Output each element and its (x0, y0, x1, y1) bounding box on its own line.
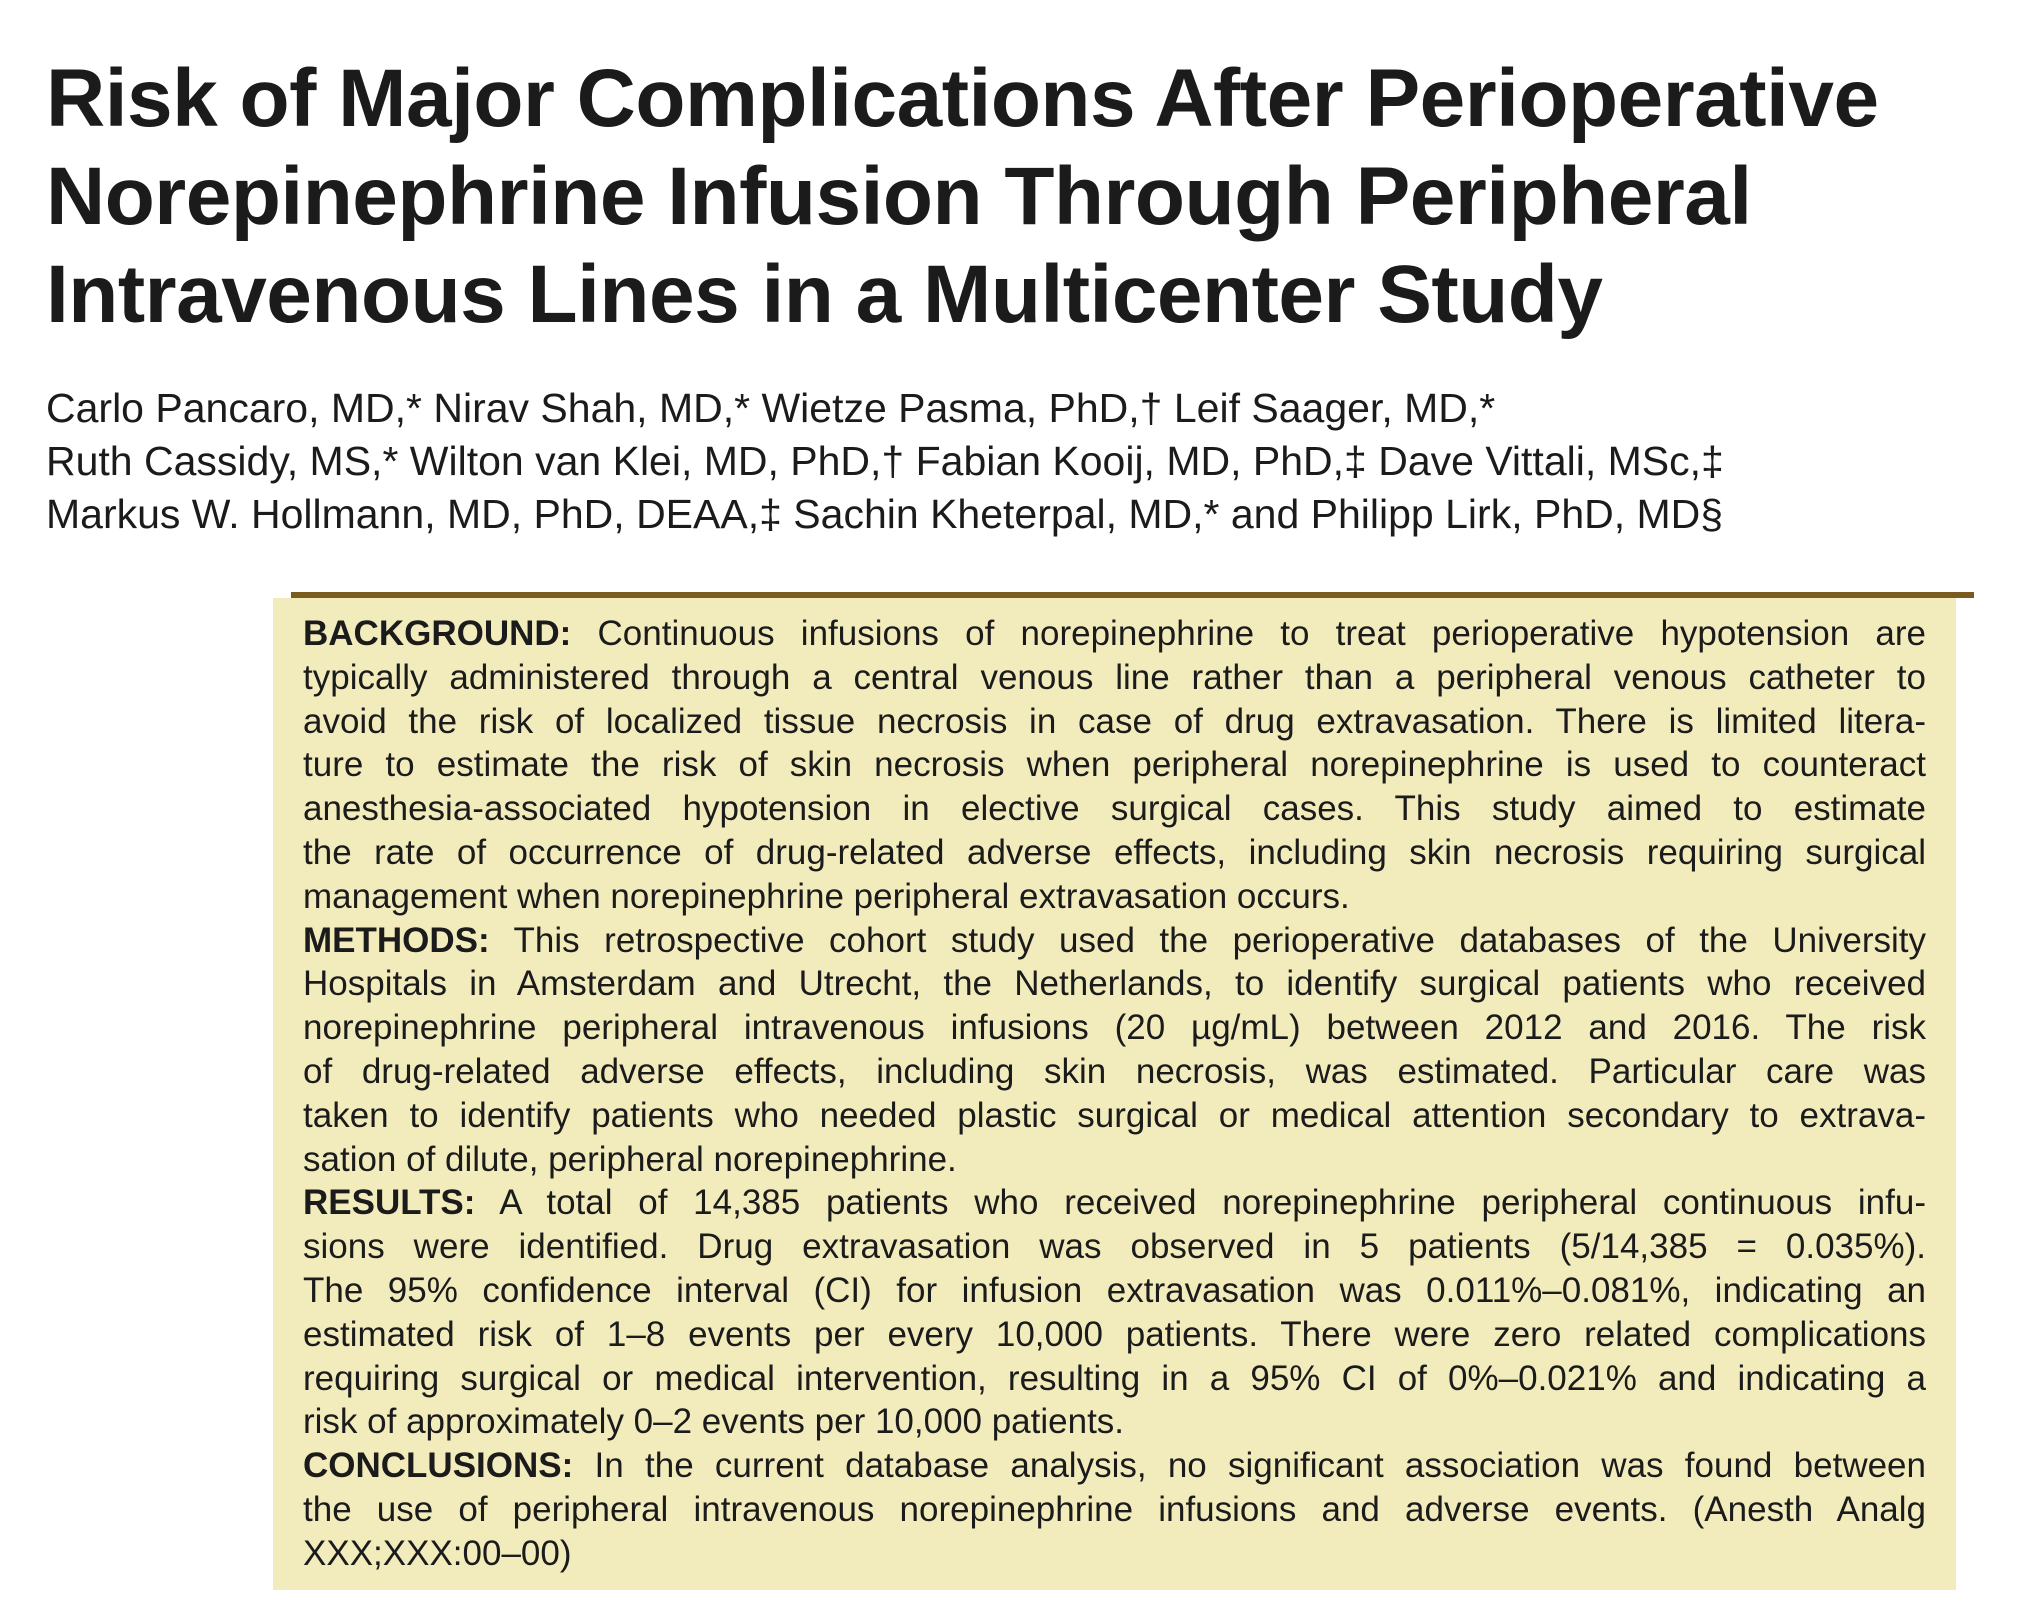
abstract-line: of drug-related adverse effects, including skin necrosis, was estimated. Particular care was (303, 1051, 1926, 1091)
abstract-line: The 95% confidence interval (CI) for infusion extravasation was 0.011%–0.081%, indicating an (303, 1270, 1926, 1310)
results-label: RESULTS: (303, 1183, 476, 1223)
author-line: Ruth Cassidy, MS,* Wilton van Klei, MD, PhD,† Fabian Kooij, MD, PhD,‡ Dave Vittali, MSc,‡ (46, 438, 1724, 484)
abstract-line: sions were identified. Drug extravasation was observed in 5 patients (5/14,385 = 0.035%). (303, 1227, 1926, 1267)
abstract-line (303, 1444, 1926, 1488)
abstract-line: norepinephrine peripheral intravenous infusions (20 µg/mL) between 2012 and 2016. The risk (303, 1008, 1926, 1048)
abstract-line: sation of dilute, peripheral norepinephrine. (303, 1139, 957, 1179)
background-label: BACKGROUND: (303, 614, 572, 653)
author-list (46, 382, 2006, 541)
article-title (46, 50, 2006, 344)
abstract-line (303, 1181, 1926, 1225)
abstract-line: the use of peripheral intravenous norepinephrine infusions and adverse events. (Anesth Analg (303, 1489, 1926, 1529)
abstract-line: XXX;XXX:00–00) (303, 1533, 572, 1573)
results-text: A total of 14,385 patients who received norepinephrine peripheral continuous infu- (475, 1183, 1926, 1223)
abstract-line: avoid the risk of localized tissue necrosis in case of drug extravasation. There is limited litera- (303, 701, 1926, 741)
methods-label: METHODS: (303, 920, 490, 960)
abstract-line: the rate of occurrence of drug-related adverse effects, including skin necrosis requiring surgical (303, 832, 1926, 872)
abstract-line: management when norepinephrine peripheral extravasation occurs. (303, 876, 1350, 916)
author-line: Carlo Pancaro, MD,* Nirav Shah, MD,* Wietze Pasma, PhD,† Leif Saager, MD,* (46, 385, 1496, 431)
abstract-line: risk of approximately 0–2 events per 10,000 patients. (303, 1402, 1125, 1442)
title-line: Risk of Major Complications After Perioperative (46, 53, 1879, 144)
abstract-line (303, 612, 1926, 656)
author-line: Markus W. Hollmann, MD, PhD, DEAA,‡ Sachin Kheterpal, MD,* and Philipp Lirk, PhD, MD§ (46, 491, 1724, 537)
abstract-box (273, 598, 1956, 1590)
abstract-line: estimated risk of 1–8 events per every 10,000 patients. There were zero related complications (303, 1314, 1926, 1354)
title-line: Norepinephrine Infusion Through Peripheral (46, 151, 1752, 242)
abstract-line: anesthesia-associated hypotension in elective surgical cases. This study aimed to estimate (303, 789, 1926, 829)
abstract-line: typically administered through a central venous line rather than a peripheral venous catheter to (303, 657, 1926, 697)
title-line: Intravenous Lines in a Multicenter Study (46, 249, 1603, 340)
abstract-line: ture to estimate the risk of skin necrosis when peripheral norepinephrine is used to counteract (303, 745, 1926, 785)
abstract-line: requiring surgical or medical intervention, resulting in a 95% CI of 0%–0.021% and indicating a (303, 1358, 1926, 1398)
conclusions-label: CONCLUSIONS: (303, 1446, 574, 1486)
background-text: Continuous infusions of norepinephrine to treat perioperative hypotension are (571, 614, 1926, 653)
abstract-text (303, 612, 1926, 1576)
abstract-line (303, 919, 1926, 963)
methods-text: This retrospective cohort study used the perioperative databases of the University (489, 920, 1926, 960)
abstract-line: Hospitals in Amsterdam and Utrecht, the Netherlands, to identify surgical patients who received (303, 964, 1926, 1004)
abstract-line: taken to identify patients who needed plastic surgical or medical attention secondary to extrava- (303, 1095, 1926, 1135)
conclusions-text: In the current database analysis, no significant association was found between (573, 1446, 1926, 1486)
